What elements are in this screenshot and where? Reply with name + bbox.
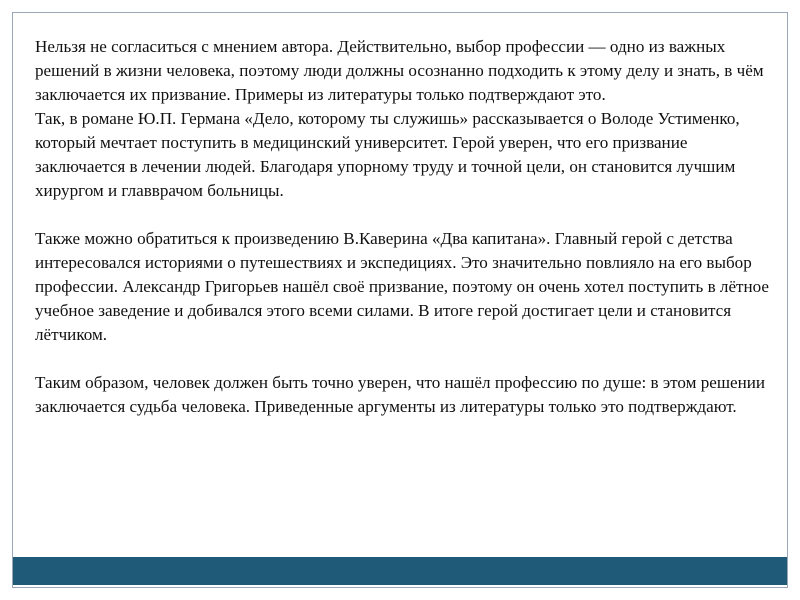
paragraph-intro: Нельзя не согласиться с мнением автора. Действительно, выбор профессии — одно из важных решений в жизни человека, поэтому люди должны осознанно подходить к этому делу и знать, в чём заключается их призвание. Примеры из литературы только подтверждают это. — [35, 37, 764, 104]
paragraph-spacer — [35, 347, 770, 371]
slide-body-text — [35, 35, 770, 419]
footer-bar — [13, 557, 787, 585]
paragraph-example-kaverin: Также можно обратиться к произведению В.Каверина «Два капитана». Главный герой с детства интересовался историями о путешествиях и экспедициях. Это значительно повлияло на его выбор профессии. Александр Григорьев нашёл своё призвание, поэтому он очень хотел поступить в лётное учебное заведение и добивался этого всеми силами. В итоге герой достигает цели и становится лётчиком. — [35, 229, 769, 344]
paragraph-conclusion: Таким образом, человек должен быть точно уверен, что нашёл профессию по душе: в этом решении заключается судьба человека. Приведенные аргументы из литературы только это подтверждают. — [35, 373, 766, 416]
paragraph-example-german: Так, в романе Ю.П. Германа «Дело, которому ты служишь» рассказывается о Володе Устименко, который мечтает поступить в медицинский университет. Герой уверен, что его призвание заключается в лечении людей. Благодаря упорному труду и точной цели, он становится лучшим хирургом и главврачом больницы. — [35, 109, 740, 200]
slide — [12, 12, 788, 588]
paragraph-spacer — [35, 203, 770, 227]
